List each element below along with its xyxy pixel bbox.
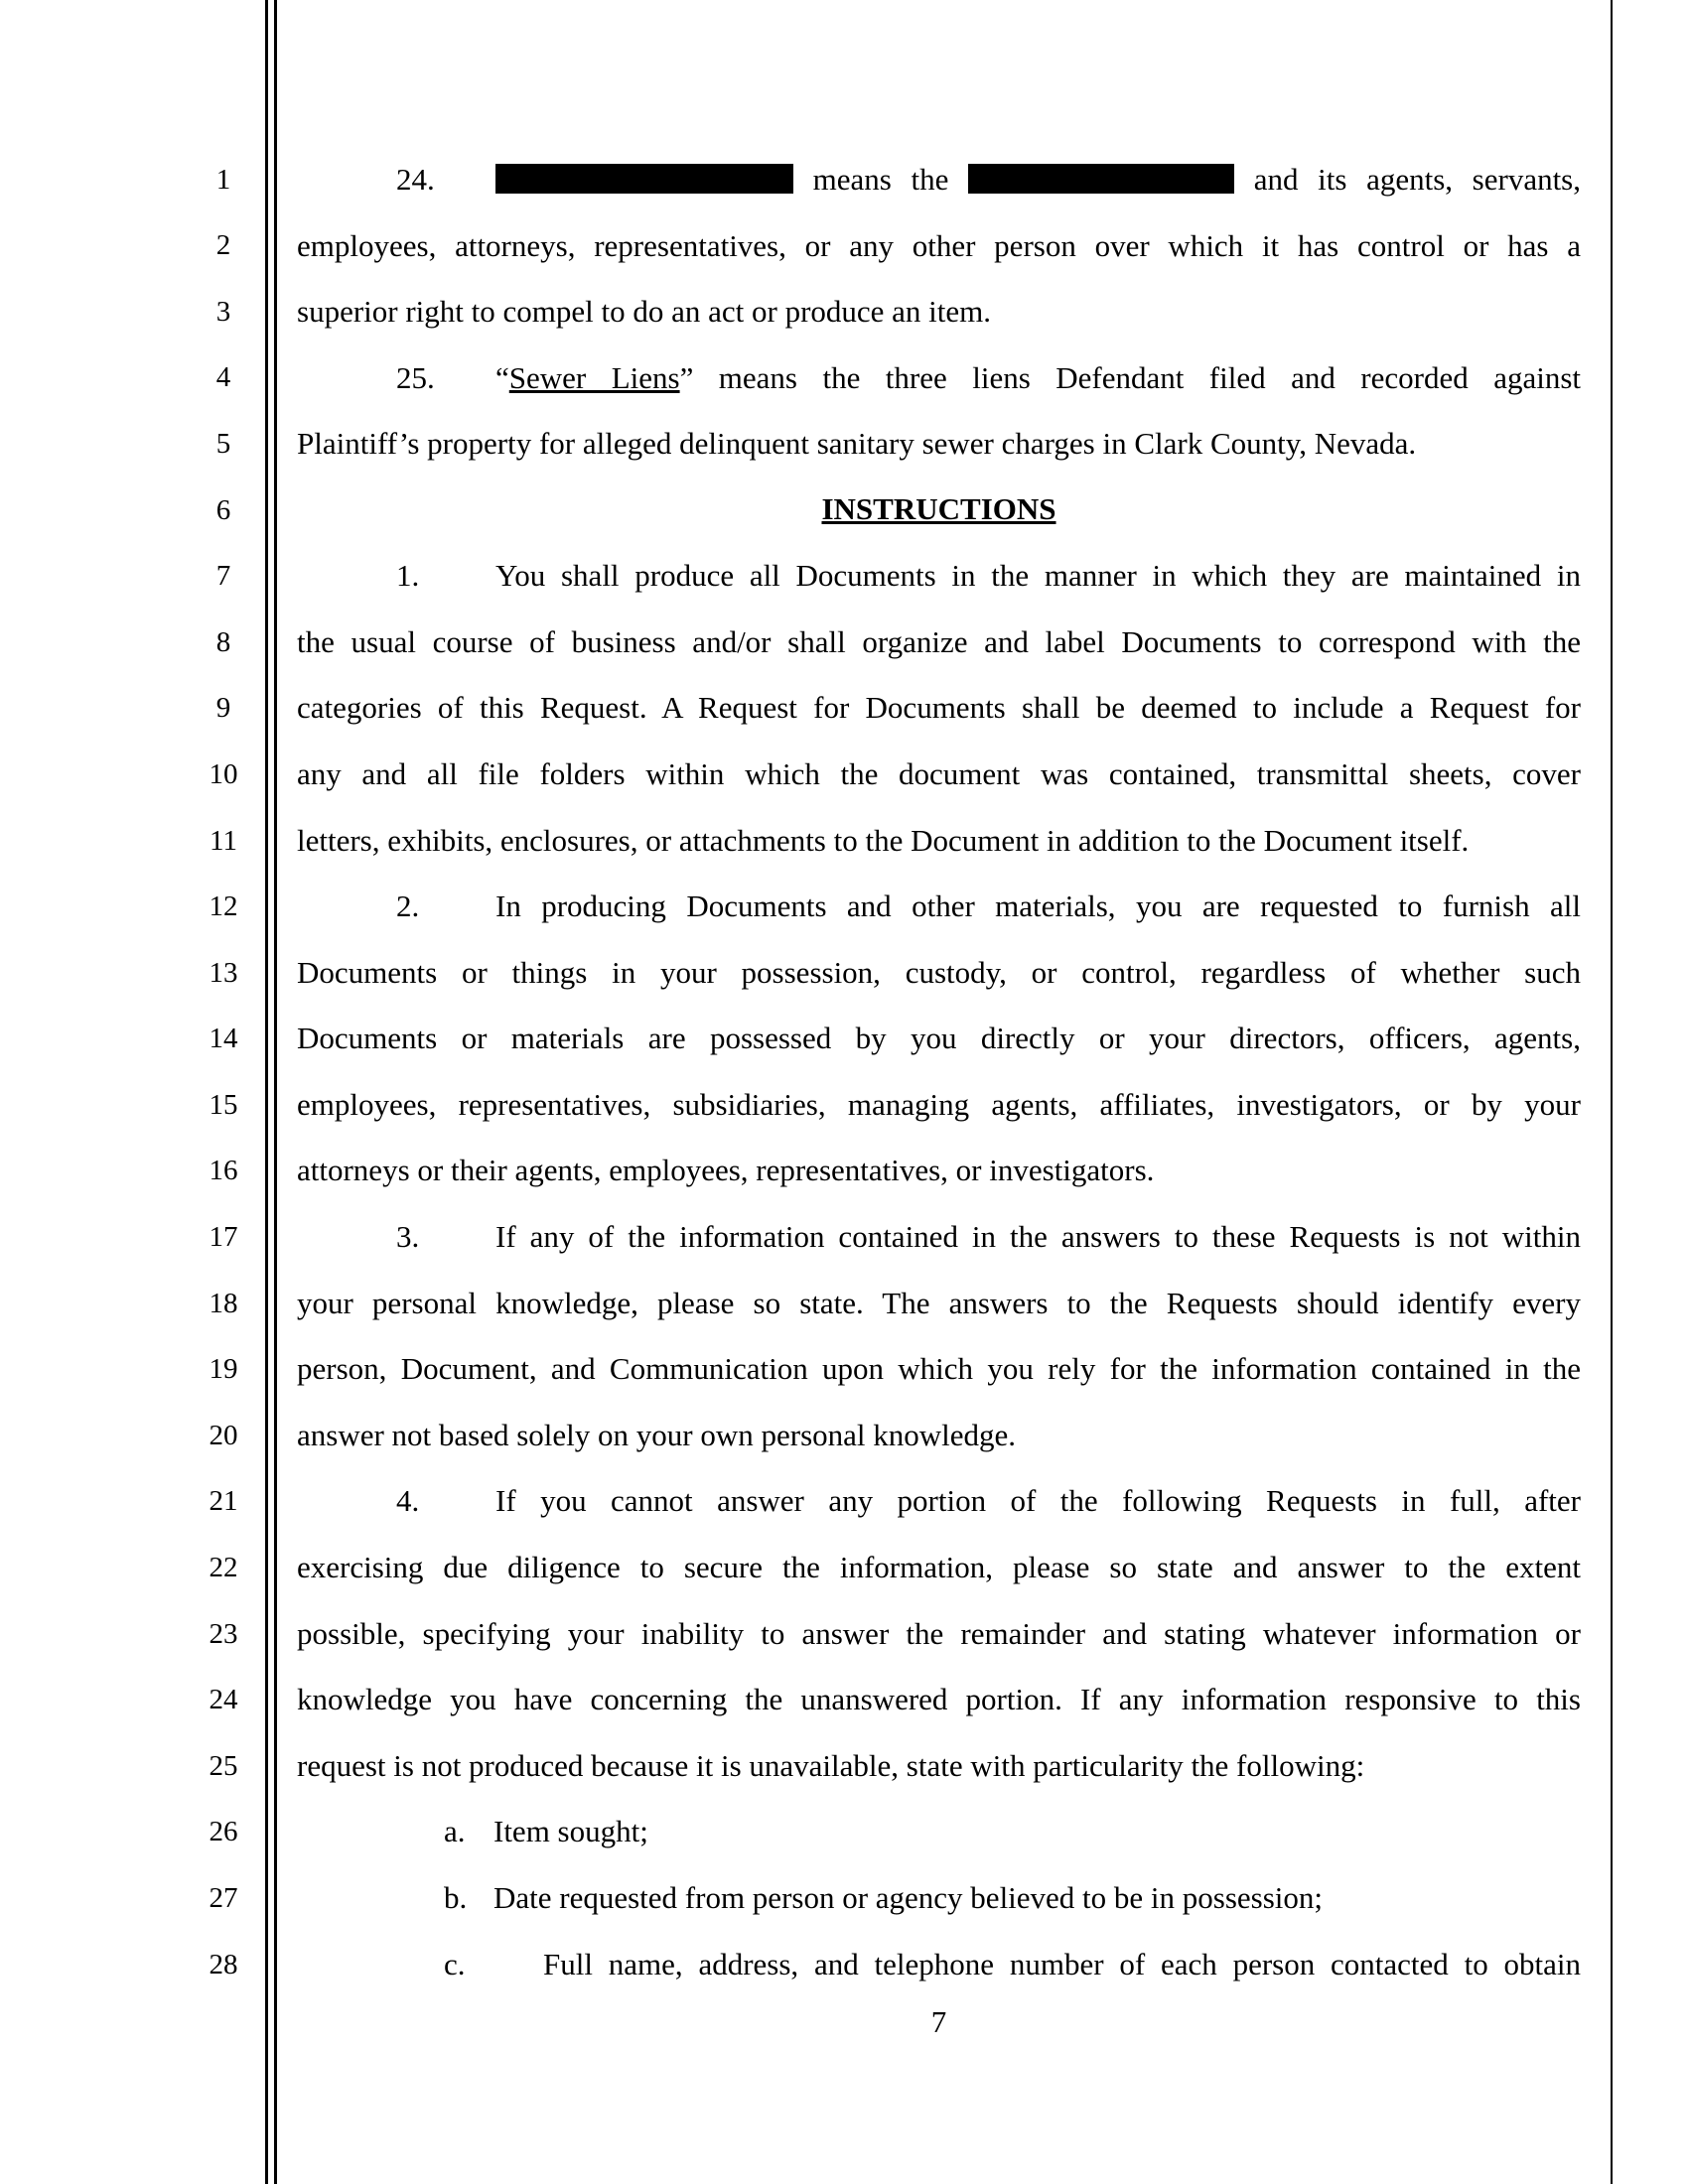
instruction-4-line-5: request is not produced because it is unavailable, state with particularity the following: bbox=[297, 1748, 1365, 1783]
paragraph-number: 2. bbox=[396, 888, 420, 923]
line-number: 4 bbox=[215, 361, 231, 393]
line-number: 27 bbox=[209, 1882, 238, 1914]
line-number: 14 bbox=[209, 1023, 238, 1054]
instruction-3-line-3: person, Document, and Communication upon which you rely for the information contained in the bbox=[297, 1351, 1581, 1386]
line-number: 10 bbox=[209, 758, 238, 790]
line-number: 25 bbox=[209, 1750, 238, 1782]
instruction-4-line-1 bbox=[297, 1485, 1581, 1516]
definition-25-line-2: Plaintiff’s property for alleged delinquent sanitary sewer charges in Clark County, Nevada. bbox=[297, 426, 1417, 461]
line-number: 18 bbox=[209, 1288, 238, 1319]
list-item bbox=[297, 1949, 1581, 1979]
definition-24-line-3: superior right to compel to do an act or produce an item. bbox=[297, 294, 992, 329]
definition-24-line-1 bbox=[297, 164, 1581, 195]
line-number: 1 bbox=[215, 164, 231, 196]
definition-text: ” means the three liens Defendant filed and recorded against bbox=[679, 360, 1581, 395]
line-number: 7 bbox=[215, 560, 231, 592]
instruction-2-line-3: Documents or materials are possessed by you directly or your directors, officers, agents, bbox=[297, 1021, 1581, 1055]
line-number: 22 bbox=[209, 1552, 238, 1583]
page-number: 7 bbox=[930, 2004, 947, 2039]
line-number: 9 bbox=[215, 692, 231, 724]
line-number: 21 bbox=[209, 1485, 238, 1517]
instruction-text: If you cannot answer any portion of the following Requests in full, after bbox=[495, 1483, 1581, 1518]
definition-25-line-1 bbox=[297, 362, 1581, 393]
paragraph-number: 25. bbox=[396, 360, 435, 395]
paragraph-number: 24. bbox=[396, 162, 435, 197]
section-heading: INSTRUCTIONS bbox=[821, 491, 1056, 526]
line-number: 24 bbox=[209, 1684, 238, 1715]
list-item-label: a. bbox=[444, 1814, 466, 1848]
line-number: 13 bbox=[209, 957, 238, 989]
list-item-text: Date requested from person or agency believed to be in possession; bbox=[493, 1880, 1324, 1915]
open-quote: “ bbox=[495, 360, 509, 395]
redaction-bar bbox=[968, 164, 1234, 194]
instruction-4-line-3: possible, specifying your inability to answer the remainder and stating whatever information or bbox=[297, 1616, 1581, 1651]
line-number: 6 bbox=[215, 494, 231, 526]
line-number: 8 bbox=[215, 626, 231, 658]
instruction-text: In producing Documents and other materials, you are requested to furnish all bbox=[495, 888, 1581, 923]
instruction-1-line-3: categories of this Request. A Request for Documents shall be deemed to include a Request for bbox=[297, 690, 1581, 725]
instruction-text: You shall produce all Documents in the manner in which they are maintained in bbox=[495, 558, 1581, 593]
line-number: 20 bbox=[209, 1420, 238, 1451]
paragraph-number: 4. bbox=[396, 1483, 420, 1518]
definition-text: means the bbox=[812, 162, 949, 197]
instruction-2-line-5: attorneys or their agents, employees, representatives, or investigators. bbox=[297, 1153, 1155, 1187]
definition-24-line-2: employees, attorneys, representatives, or any other person over which it has control or has a bbox=[297, 228, 1581, 263]
line-number: 11 bbox=[210, 825, 237, 857]
redaction-bar bbox=[495, 164, 793, 194]
instruction-4-line-2: exercising due diligence to secure the information, please so state and answer to the extent bbox=[297, 1550, 1581, 1584]
line-number: 23 bbox=[209, 1618, 238, 1650]
instruction-3-line-2: your personal knowledge, please so state. The answers to the Requests should identify every bbox=[297, 1286, 1581, 1320]
list-item bbox=[297, 1882, 1581, 1913]
instruction-3-line-4: answer not based solely on your own personal knowledge. bbox=[297, 1418, 1017, 1452]
instruction-2-line-2: Documents or things in your possession, custody, or control, regardless of whether such bbox=[297, 955, 1581, 990]
instruction-1-line-5: letters, exhibits, enclosures, or attachments to the Document in addition to the Document itself. bbox=[297, 823, 1470, 858]
line-number: 5 bbox=[215, 428, 231, 460]
instruction-4-line-4: knowledge you have concerning the unanswered portion. If any information responsive to this bbox=[297, 1682, 1581, 1716]
list-item bbox=[297, 1816, 1581, 1846]
left-margin-rule-inner bbox=[274, 0, 277, 2184]
instruction-2-line-4: employees, representatives, subsidiaries, managing agents, affiliates, investigators, or by your bbox=[297, 1087, 1581, 1122]
list-item-label: c. bbox=[444, 1947, 466, 1981]
definition-text: and its agents, servants, bbox=[1253, 162, 1581, 197]
line-number: 28 bbox=[209, 1949, 238, 1980]
instruction-1-line-1 bbox=[297, 560, 1581, 591]
instruction-3-line-1 bbox=[297, 1221, 1581, 1252]
line-number: 2 bbox=[215, 229, 231, 261]
line-number: 26 bbox=[209, 1816, 238, 1847]
line-number: 17 bbox=[209, 1221, 238, 1253]
instruction-text: If any of the information contained in the answers to these Requests is not within bbox=[495, 1219, 1581, 1254]
line-number: 16 bbox=[209, 1155, 238, 1186]
line-number: 3 bbox=[215, 296, 231, 328]
list-item-text: Item sought; bbox=[493, 1814, 648, 1848]
paragraph-number: 1. bbox=[396, 558, 420, 593]
instruction-1-line-4: any and all file folders within which the document was contained, transmittal sheets, cover bbox=[297, 756, 1581, 791]
paragraph-number: 3. bbox=[396, 1219, 420, 1254]
line-number: 12 bbox=[209, 890, 238, 922]
line-number: 19 bbox=[209, 1353, 238, 1385]
line-number: 15 bbox=[209, 1089, 238, 1121]
right-margin-rule bbox=[1611, 0, 1613, 2184]
instruction-2-line-1 bbox=[297, 890, 1581, 921]
left-margin-rule bbox=[265, 0, 268, 2184]
list-item-text: Full name, address, and telephone number of each person contacted to obtain bbox=[543, 1947, 1581, 1981]
instruction-1-line-2: the usual course of business and/or shall organize and label Documents to correspond with the bbox=[297, 624, 1581, 659]
list-item-label: b. bbox=[444, 1880, 468, 1915]
defined-term: Sewer Liens bbox=[508, 360, 680, 395]
